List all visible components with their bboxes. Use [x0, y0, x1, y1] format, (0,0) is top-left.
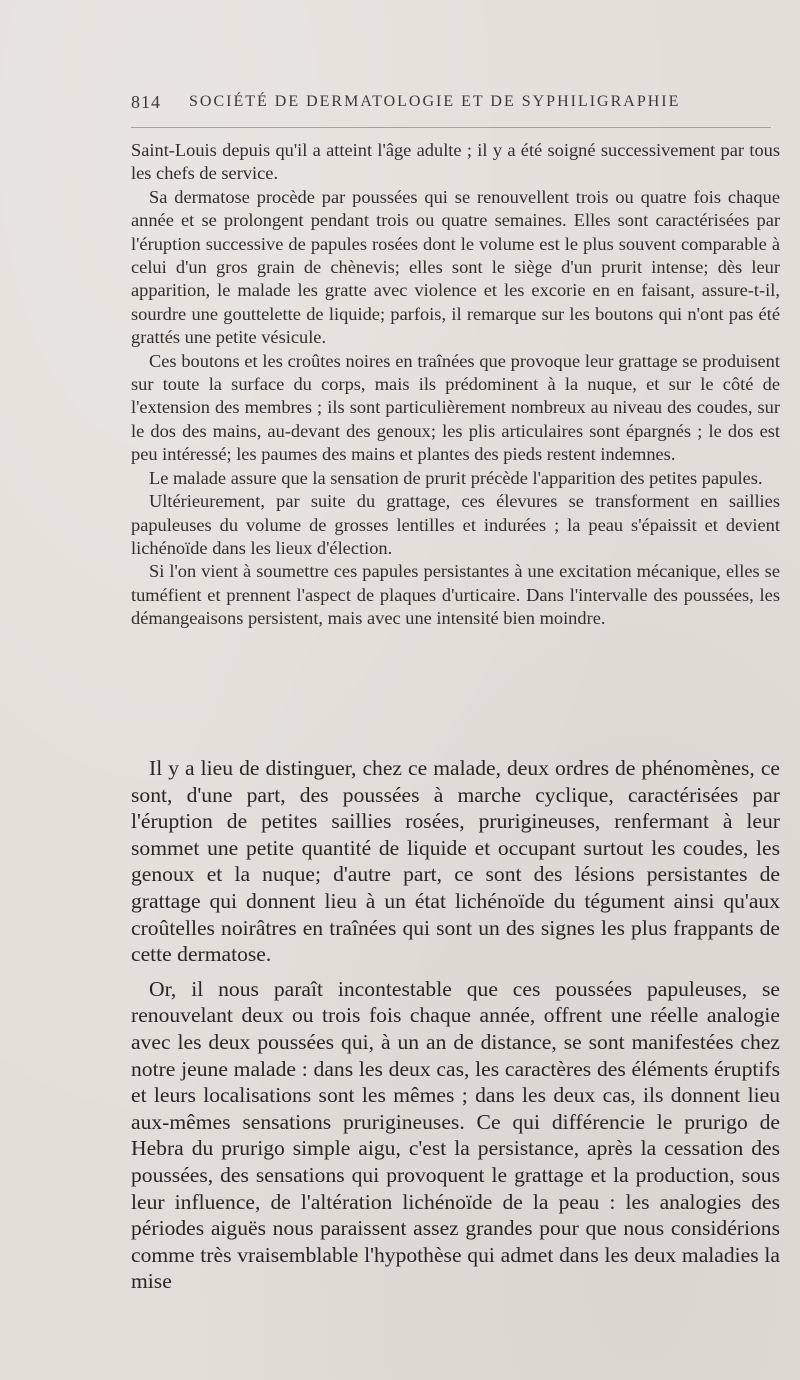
page-number: 814: [131, 91, 161, 112]
observation-paragraph: Ces boutons et les croûtes noires en traînées que provoque leur grattage se produisent sur toute la surface du corps, mais ils prédominent à la nuque, et sur le côté de l'extension des membres ; ils sont particulièrement nombreux au niveau des coudes, sur le dos des mains, au-devant des genoux; les plis articulaires sont épargnés ; le dos est peu intéressé; les paumes des mains et plantes des pieds restent indemnes.: [131, 350, 780, 465]
discussion-paragraph: Or, il nous paraît incontestable que ces poussées papuleuses, se renouvelant deux ou trois fois chaque année, offrent une réelle analogie avec les deux poussées qui, à un an de distance, se sont manifestées chez notre jeune malade : dans les deux cas, les caractères des éléments éruptifs et leurs localisations sont les mêmes ; dans les deux cas, ils donnent lieu aux-mêmes sensations prurigineuses. Ce qui différencie le prurigo de Hebra du prurigo simple aigu, c'est la persistance, après la cessation des poussées, des sensations qui provoquent le grattage et la production, sous leur influence, de l'altération lichénoïde de la peau : les analogies des périodes aiguës nous paraissent assez grandes pour que nous considérions comme très vraisemblable l'hypothèse qui admet dans les deux maladies la mise: [131, 976, 780, 1294]
running-header: [131, 88, 711, 116]
observation-paragraph: Le malade assure que la sensation de prurit précède l'apparition des petites papules.: [149, 467, 763, 488]
running-title: SOCIÉTÉ DE DERMATOLOGIE ET DE SYPHILIGRAPHIE: [189, 93, 681, 110]
observation-paragraph: Ultérieurement, par suite du grattage, ces élevures se transforment en saillies papuleuses du volume de grosses lentilles et indurées ; la peau s'épaissit et devient lichénoïde dans les lieux d'élection.: [131, 491, 780, 558]
observation-paragraph: Si l'on vient à soumettre ces papules persistantes à une excitation mécanique, elles se tuméfient et prennent l'aspect de plaques d'urticaire. Dans l'intervalle des poussées, les démangeaisons persistent, mais avec une intensité bien moindre.: [131, 561, 780, 629]
discussion-paragraph: Il y a lieu de distinguer, chez ce malade, deux ordres de phénomènes, ce sont, d'une part, des poussées à marche cyclique, caractérisées par l'éruption de petites saillies rosées, prurigineuses, renfermant à leur sommet une petite quantité de liquide et occupant surtout les coudes, les genoux et la nuque; d'autre part, ce sont des lésions persistantes de grattage qui donnent lieu à un état lichénoïde du tégument ainsi qu'aux croûtelles noirâtres en traînées qui sont un des signes les plus frappants de cette dermatose.: [131, 756, 780, 967]
header-rule: [131, 127, 771, 128]
case-observation: [131, 139, 780, 631]
observation-paragraph: Saint-Louis depuis qu'il a atteint l'âge adulte ; il y a été soigné successivement par tous les chefs de service.: [131, 140, 780, 184]
discussion: [131, 755, 780, 1295]
observation-paragraph: Sa dermatose procède par poussées qui se renouvellent trois ou quatre fois chaque année et se prolongent pendant trois ou quatre semaines. Elles sont caractérisées par l'éruption successive de papules rosées dont le volume est le plus souvent comparable à celui d'un gros grain de chènevis; elles sont le siège d'un prurit intense; dès leur apparition, le malade les gratte avec violence et les excorie en en faisant, assure-t-il, sourdre une gouttelette de liquide; parfois, il remarque sur les boutons qui n'ont pas été grattés une petite vésicule.: [131, 186, 780, 348]
